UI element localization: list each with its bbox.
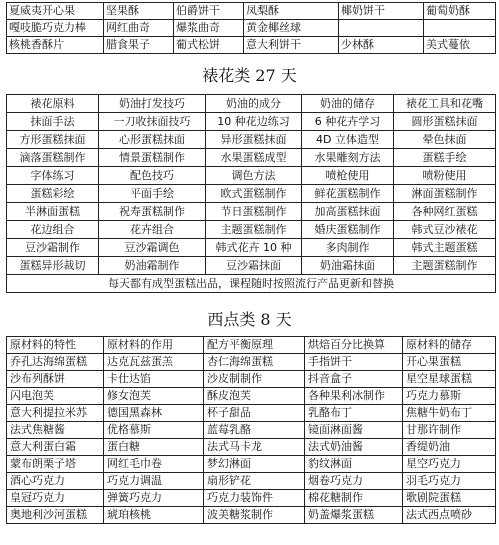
table-cell: 蛋糕异形裁切: [7, 257, 99, 275]
table-cell: 方形蛋糕抹面: [7, 131, 99, 149]
table-row: [7, 354, 496, 371]
table-cell: 奶油霜抹面: [302, 257, 394, 275]
table-row: [7, 371, 496, 388]
table-cell: 4D 立体造型: [302, 131, 394, 149]
table-cell: 花边组合: [7, 221, 99, 239]
table-cell: 修女泡芙: [104, 388, 204, 405]
table-cell: 椰奶饼干: [339, 3, 424, 20]
table-cell: 网红毛巾卷: [104, 456, 204, 473]
table-cell: 欧式蛋糕制作: [206, 185, 302, 203]
table-cell: 烘焙百分比换算: [305, 337, 403, 354]
table-cell: 主题蛋糕制作: [394, 257, 496, 275]
table-row: [7, 113, 496, 131]
table-cell: 巧克力慕斯: [403, 388, 496, 405]
table-cell: 水果雕刻方法: [302, 149, 394, 167]
table-footer-row: [7, 275, 496, 293]
table-row: [7, 422, 496, 439]
table-cell: 卡仕达馅: [104, 371, 204, 388]
table-row: [7, 167, 496, 185]
table-cell: 烟卷巧克力: [305, 473, 403, 490]
table-cell: 达克瓦兹蛋羔: [104, 354, 204, 371]
table-cell: 奶油的储存: [302, 95, 394, 113]
table-cell: 蛋白糖: [104, 439, 204, 456]
table-cell: 异形蛋糕抹面: [206, 131, 302, 149]
table-cell: 夏威夷开心果: [7, 3, 104, 20]
table-row: [7, 37, 496, 54]
table-cell: 法式焦糖酱: [7, 422, 104, 439]
table-row: [7, 149, 496, 167]
table-cell: 配方平衡原理: [204, 337, 305, 354]
table-cell: 扇形铲花: [204, 473, 305, 490]
table-cell: 法式马卡龙: [204, 439, 305, 456]
table-cell: 优格慕斯: [104, 422, 204, 439]
table-cell: 少林酥: [339, 37, 424, 54]
table-cell: 心形蛋糕抹面: [99, 131, 206, 149]
table-row: [7, 507, 496, 524]
table-cell: 酒心巧克力: [7, 473, 104, 490]
table-cell: 意大利提拉米苏: [7, 405, 104, 422]
table-cell: 德国黑森林: [104, 405, 204, 422]
table-cell: 美式蔓依: [424, 37, 496, 54]
table-cell: 杏仁海绵蛋糕: [204, 354, 305, 371]
table-row: [7, 337, 496, 354]
table-cell: 葡式松饼: [174, 37, 244, 54]
table-row: [7, 490, 496, 507]
table-cell: 嘎吱脆巧克力棒: [7, 20, 104, 37]
table-cell: 酥皮泡芙: [204, 388, 305, 405]
table-cell: 弹簧巧克力: [104, 490, 204, 507]
table-cell: 蓝莓乳酪: [204, 422, 305, 439]
table-cell: 调色方法: [206, 167, 302, 185]
table-cell: 棉花糖制作: [305, 490, 403, 507]
table-row: [7, 95, 496, 113]
table-row: [7, 20, 496, 37]
table-cell: 水果蛋糕成型: [206, 149, 302, 167]
table-cell: 法式奶油酱: [305, 439, 403, 456]
table-cell: 意大利饼干: [244, 37, 339, 54]
table-cell: 杯子甜品: [204, 405, 305, 422]
table-cell: 平面手绘: [99, 185, 206, 203]
table-row: [7, 473, 496, 490]
table-cell: 网红曲奇: [104, 20, 174, 37]
decor-course-table-body: [7, 95, 496, 293]
table-cell: 意大利蛋白霜: [7, 439, 104, 456]
table-cell: 闪电泡芙: [7, 388, 104, 405]
decor-footer-note: 每天都有成型蛋糕出品，课程随时按照流行产品更新和替换: [7, 275, 496, 293]
table-cell: 手指饼干: [305, 354, 403, 371]
table-cell: 甘那许制作: [403, 422, 496, 439]
table-cell: 巧克力装饰件: [204, 490, 305, 507]
table-cell: 抖音盒子: [305, 371, 403, 388]
table-row: [7, 131, 496, 149]
table-cell: 开心果蛋糕: [403, 354, 496, 371]
table-row: [7, 221, 496, 239]
table-cell: 蛋糕彩绘: [7, 185, 99, 203]
table-cell: 字体练习: [7, 167, 99, 185]
table-cell: 爆浆曲奇: [174, 20, 244, 37]
top-course-table-body: [7, 3, 496, 54]
pastry-course-table-body: [7, 337, 496, 524]
table-cell: 裱花工具和花嘴: [394, 95, 496, 113]
table-cell: 星空巧克力: [403, 456, 496, 473]
table-row: [7, 3, 496, 20]
table-row: [7, 239, 496, 257]
table-cell: 加高蛋糕抹面: [302, 203, 394, 221]
top-course-table: [6, 2, 496, 54]
table-cell: 沙布列酥饼: [7, 371, 104, 388]
table-cell: 各种网红蛋糕: [394, 203, 496, 221]
table-cell: 原材料的作用: [104, 337, 204, 354]
table-cell: 奶盖爆浆蛋糕: [305, 507, 403, 524]
table-cell: 蛋糕手绘: [394, 149, 496, 167]
table-cell: 凤梨酥: [244, 3, 339, 20]
table-cell: 奶油的成分: [206, 95, 302, 113]
table-cell: 琥珀核桃: [104, 507, 204, 524]
table-row: [7, 257, 496, 275]
table-row: [7, 405, 496, 422]
table-cell: 6 种花卉学习: [302, 113, 394, 131]
table-cell: 裱花原料: [7, 95, 99, 113]
table-cell: 鲜花蛋糕制作: [302, 185, 394, 203]
table-row: [7, 388, 496, 405]
table-cell: 圆形蛋糕抹面: [394, 113, 496, 131]
table-cell: 一刀收抹面技巧: [99, 113, 206, 131]
table-cell: 韩式花卉 10 种: [206, 239, 302, 257]
table-cell: 腊食果子: [104, 37, 174, 54]
table-cell: [424, 20, 496, 37]
table-row: [7, 456, 496, 473]
table-cell: [339, 20, 424, 37]
table-cell: 波美糖浆制作: [204, 507, 305, 524]
table-cell: 焦糖牛奶布丁: [403, 405, 496, 422]
table-cell: 婚庆蛋糕制作: [302, 221, 394, 239]
table-cell: 星空星球蛋糕: [403, 371, 496, 388]
table-cell: 情景蛋糕制作: [99, 149, 206, 167]
table-cell: 奶油霜制作: [99, 257, 206, 275]
table-cell: 蒙布朗栗子塔: [7, 456, 104, 473]
table-cell: 镜面淋面酱: [305, 422, 403, 439]
table-cell: 祝寿蛋糕制作: [99, 203, 206, 221]
table-row: [7, 439, 496, 456]
table-cell: 伯爵饼干: [174, 3, 244, 20]
table-cell: 沙皮制制作: [204, 371, 305, 388]
table-cell: 原材料的储存: [403, 337, 496, 354]
table-cell: 节日蛋糕制作: [206, 203, 302, 221]
table-cell: 滴落蛋糕制作: [7, 149, 99, 167]
table-cell: 豆沙霜调色: [99, 239, 206, 257]
table-cell: 黄金椰丝球: [244, 20, 339, 37]
table-cell: 韩式豆沙裱花: [394, 221, 496, 239]
table-row: [7, 203, 496, 221]
table-cell: 各种果利冰制作: [305, 388, 403, 405]
table-cell: 香缇奶油: [403, 439, 496, 456]
table-cell: 坚果酥: [104, 3, 174, 20]
table-cell: 10 种花边练习: [206, 113, 302, 131]
table-cell: 梦幻淋面: [204, 456, 305, 473]
table-cell: 多肉制作: [302, 239, 394, 257]
table-cell: 淋面蛋糕制作: [394, 185, 496, 203]
decor-course-table: [6, 94, 496, 293]
table-cell: 豹纹淋面: [305, 456, 403, 473]
table-cell: 韩式主题蛋糕: [394, 239, 496, 257]
table-cell: 晕色抹面: [394, 131, 496, 149]
table-cell: 核桃香酥片: [7, 37, 104, 54]
table-cell: 乳酪布丁: [305, 405, 403, 422]
table-cell: 葡萄奶酥: [424, 3, 496, 20]
table-cell: 主题蛋糕制作: [206, 221, 302, 239]
table-cell: 抹面手法: [7, 113, 99, 131]
table-cell: 原材料的特性: [7, 337, 104, 354]
table-cell: 巧克力调温: [104, 473, 204, 490]
table-cell: 喷枪使用: [302, 167, 394, 185]
table-cell: 奥地利沙河蛋糕: [7, 507, 104, 524]
table-row: [7, 185, 496, 203]
table-cell: 喷粉使用: [394, 167, 496, 185]
table-cell: 羽毛巧克力: [403, 473, 496, 490]
table-cell: 豆沙霜制作: [7, 239, 99, 257]
decor-section-title: 裱花类 27 天: [202, 66, 297, 85]
table-cell: 歌剧院蛋糕: [403, 490, 496, 507]
table-cell: 配色技巧: [99, 167, 206, 185]
table-cell: 半淋面蛋糕: [7, 203, 99, 221]
table-cell: 花卉组合: [99, 221, 206, 239]
table-cell: 乔孔达海绵蛋糕: [7, 354, 104, 371]
table-cell: 皇冠巧克力: [7, 490, 104, 507]
table-cell: 豆沙霜抹面: [206, 257, 302, 275]
table-cell: 奶油打发技巧: [99, 95, 206, 113]
table-cell: 法式西点喷砂: [403, 507, 496, 524]
pastry-course-table: [6, 336, 496, 524]
pastry-section-title: 西点类 8 天: [207, 310, 292, 329]
